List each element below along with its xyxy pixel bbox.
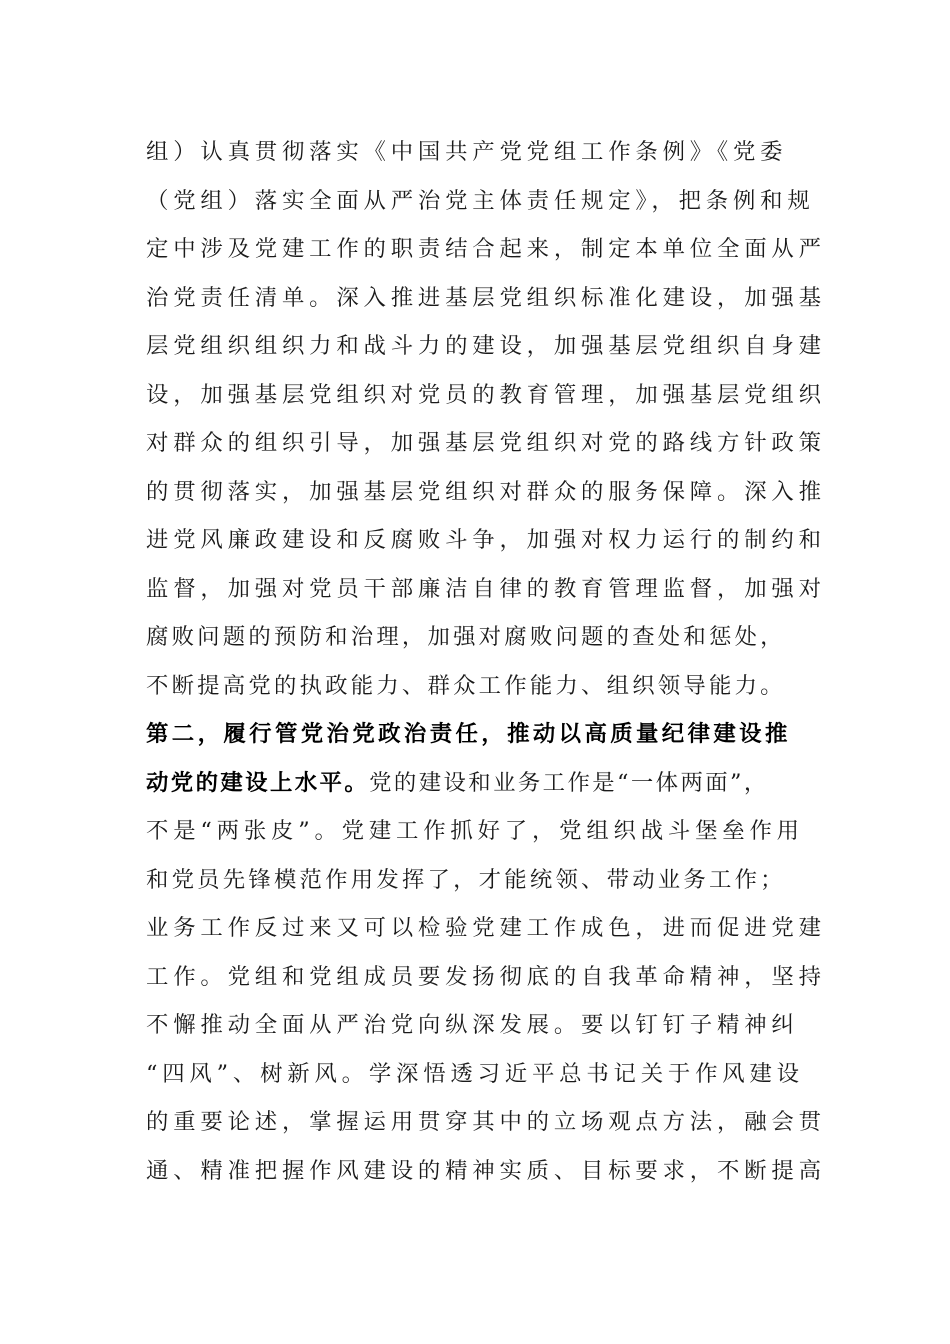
section-heading: 第二，履行管党治党政治责任，推动以高质量纪律建设推 bbox=[146, 721, 791, 747]
text-line: 对群众的组织引导，加强基层党组织对党的路线方针政策 bbox=[146, 430, 826, 456]
text-line: 设，加强基层党组织对党员的教育管理，加强基层党组织 bbox=[146, 381, 826, 408]
text-line: 定中涉及党建工作的职责结合起来，制定本单位全面从严 bbox=[146, 236, 826, 262]
text-line: 的重要论述，掌握运用贯穿其中的立场观点方法，融会贯 bbox=[146, 1109, 826, 1135]
text-line: 工作。党组和党组成员要发扬彻底的自我革命精神，坚持 bbox=[146, 963, 826, 990]
text-line: 腐败问题的预防和治理，加强对腐败问题的查处和惩处， bbox=[146, 624, 786, 650]
paragraph-2 bbox=[146, 710, 826, 1195]
section-heading-continuation: 动党的建设上水平。 bbox=[146, 769, 370, 796]
text-line: 业务工作反过来又可以检验党建工作成色，进而促进党建 bbox=[146, 915, 826, 941]
text-line: 不断提高党的执政能力、群众工作能力、组织领导能力。 bbox=[146, 672, 786, 699]
text-line: 的贯彻落实，加强基层党组织对群众的服务保障。深入推 bbox=[146, 478, 826, 505]
paragraph-1 bbox=[146, 128, 826, 710]
text-line: 监督，加强对党员干部廉洁自律的教育管理监督，加强对 bbox=[146, 575, 826, 602]
text-line: 治党责任清单。深入推进基层党组织标准化建设，加强基 bbox=[146, 284, 826, 311]
text-line: 进党风廉政建设和反腐败斗争，加强对权力运行的制约和 bbox=[146, 527, 826, 553]
text-line bbox=[146, 759, 808, 808]
text-line: （党组）落实全面从严治党主体责任规定》，把条例和规 bbox=[146, 187, 815, 214]
text-line: 不是“两张皮”。党建工作抓好了，党组织战斗堡垒作用 bbox=[146, 818, 804, 844]
text-line: 通、精准把握作风建设的精神实质、目标要求，不断提高 bbox=[146, 1157, 826, 1184]
text-line: 不懈推动全面从严治党向纵深发展。要以钉钉子精神纠 bbox=[146, 1012, 799, 1038]
text-line: “四风”、树新风。学深悟透习近平总书记关于作风建设 bbox=[146, 1060, 804, 1087]
document-body bbox=[146, 128, 826, 1195]
text-line: 和党员先锋模范作用发挥了，才能统领、带动业务工作； bbox=[146, 866, 786, 893]
text-line: 组）认真贯彻落实《中国共产党党组工作条例》《党委 bbox=[146, 139, 788, 165]
text-line: 层党组织组织力和战斗力的建设，加强基层党组织自身建 bbox=[146, 333, 826, 359]
text-segment: 党的建设和业务工作是“一体两面”， bbox=[369, 769, 769, 796]
